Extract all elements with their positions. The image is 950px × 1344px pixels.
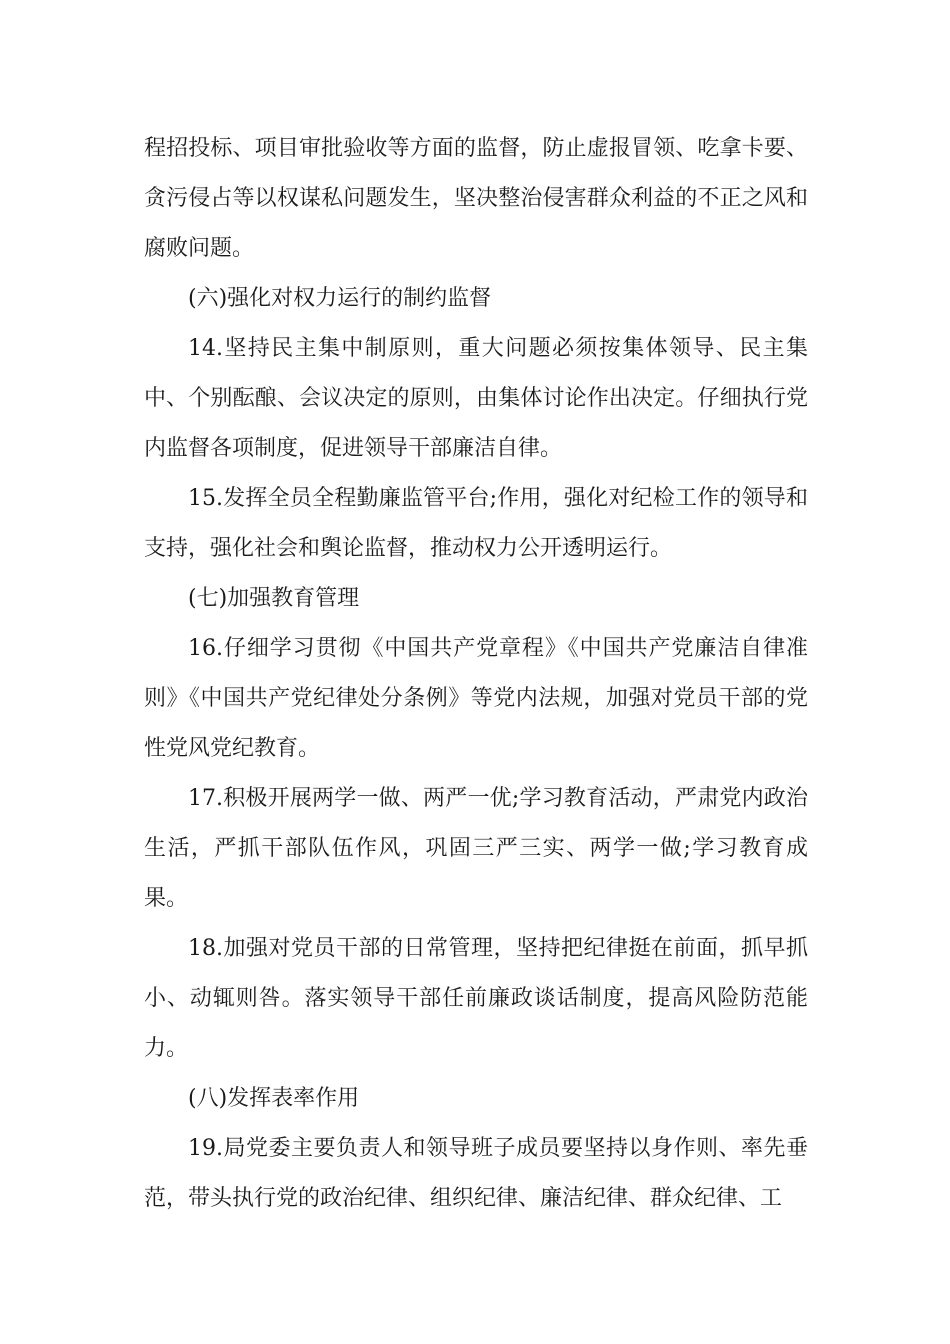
paragraph-item-14: 14.坚持民主集中制原则，重大问题必须按集体领导、民主集中、个别酝酿、会议决定的原则，由集体讨论作出决定。仔细执行党内监督各项制度，促进领导干部廉洁自律。 (144, 336, 808, 461)
document-body (144, 124, 808, 1224)
section-heading-6: (六)强化对权力运行的制约监督 (188, 286, 492, 311)
paragraph-continuation: 程招投标、项目审批验收等方面的监督，防止虚报冒领、吃拿卡要、贪污侵占等以权谋私问题发生，坚决整治侵害群众利益的不正之风和腐败问题。 (144, 136, 808, 261)
paragraph-item-18: 18.加强对党员干部的日常管理，坚持把纪律挺在前面，抓早抓小、动辄则咎。落实领导干部任前廉政谈话制度，提高风险防范能力。 (144, 936, 808, 1061)
section-heading-8: (八)发挥表率作用 (188, 1086, 360, 1111)
paragraph-item-19: 19.局党委主要负责人和领导班子成员要坚持以身作则、率先垂范，带头执行党的政治纪律、组织纪律、廉洁纪律、群众纪律、工 (144, 1136, 808, 1211)
paragraph-item-15: 15.发挥全员全程勤廉监管平台;作用，强化对纪检工作的领导和支持，强化社会和舆论监督，推动权力公开透明运行。 (144, 486, 808, 561)
section-heading-7: (七)加强教育管理 (188, 586, 360, 611)
paragraph-item-17: 17.积极开展两学一做、两严一优;学习教育活动，严肃党内政治生活，严抓干部队伍作风，巩固三严三实、两学一做;学习教育成果。 (144, 786, 808, 911)
paragraph-item-16: 16.仔细学习贯彻《中国共产党章程》《中国共产党廉洁自律准则》《中国共产党纪律处分条例》等党内法规，加强对党员干部的党性党风党纪教育。 (144, 636, 808, 761)
